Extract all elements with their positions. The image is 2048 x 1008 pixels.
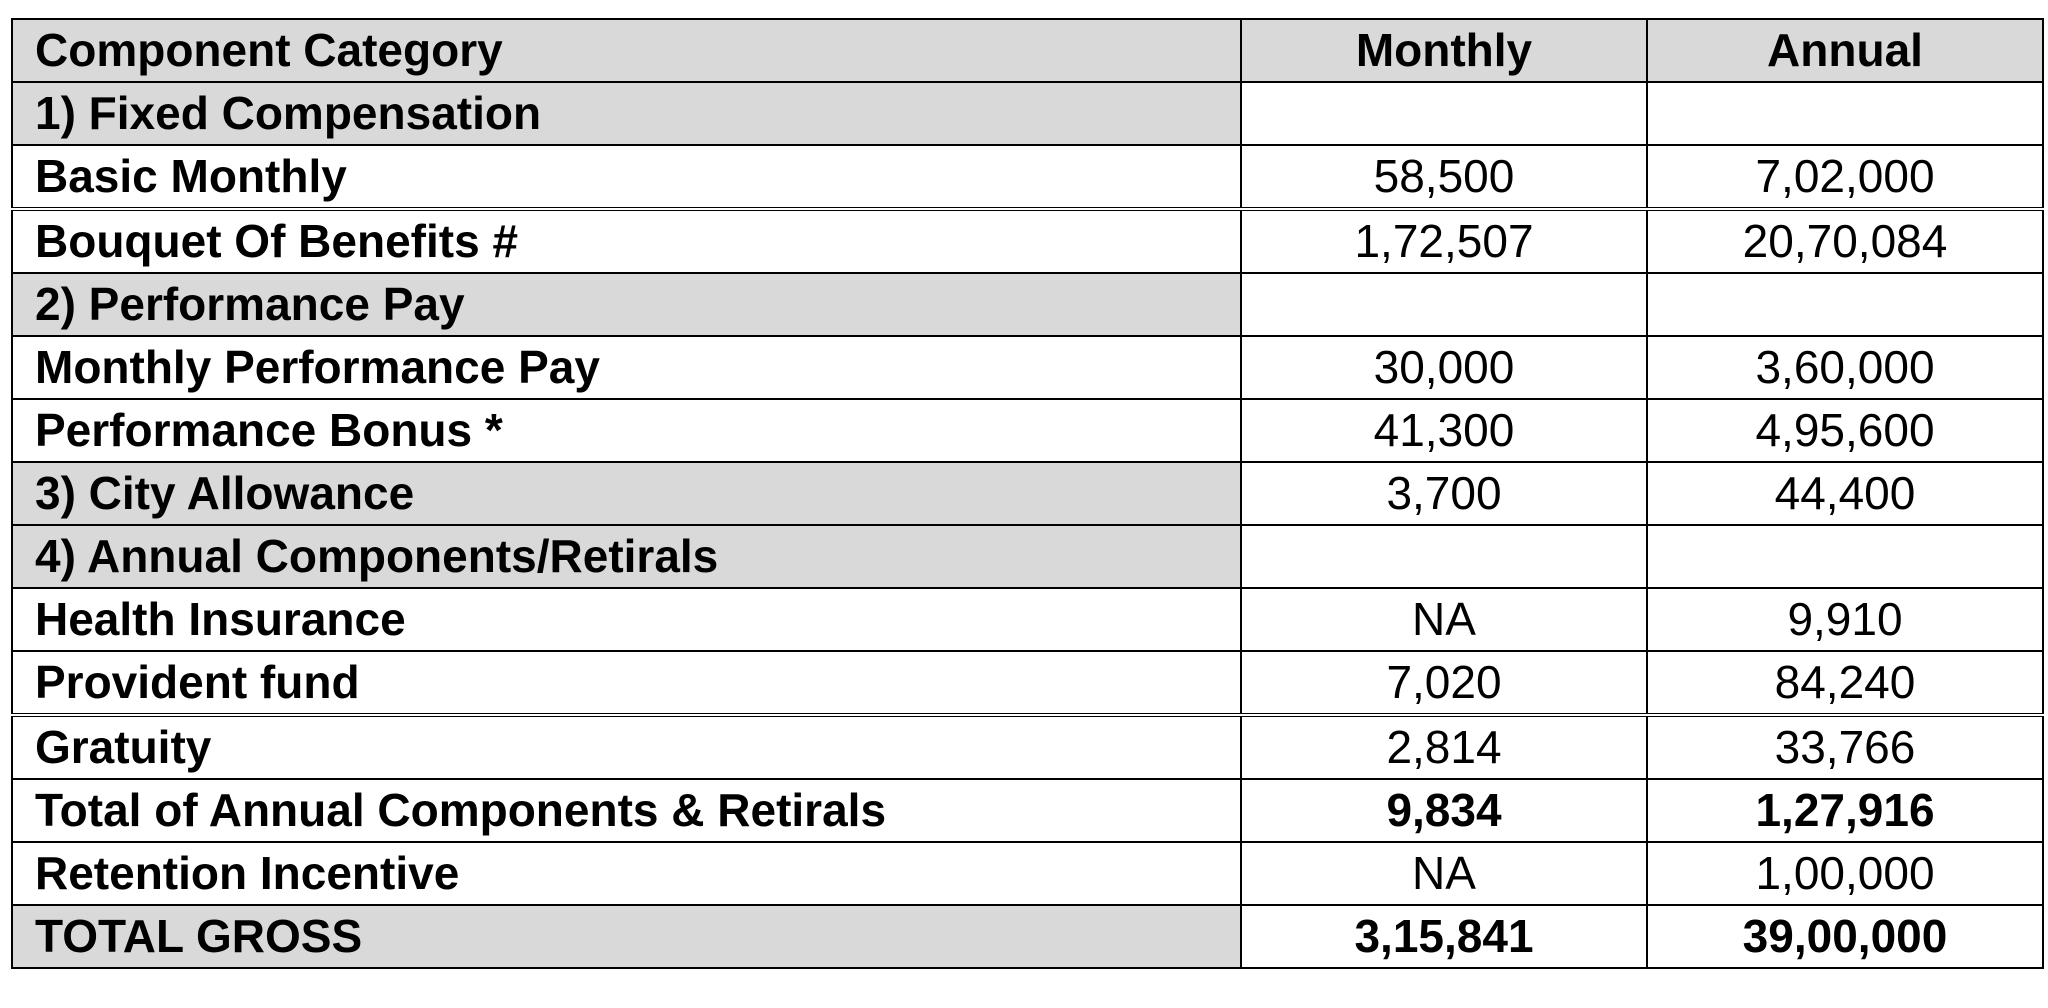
- monthly-value: [1241, 525, 1647, 588]
- row-label: TOTAL GROSS: [12, 905, 1241, 968]
- monthly-value: 58,500: [1241, 145, 1647, 209]
- annual-value: 9,910: [1647, 588, 2043, 651]
- header-annual: Annual: [1647, 19, 2043, 82]
- table-row-retention-incentive: [12, 842, 2043, 905]
- annual-value: [1647, 82, 2043, 145]
- row-label: Gratuity: [12, 715, 1241, 779]
- section-label: 3) City Allowance: [12, 462, 1241, 525]
- table-row-performance-bonus: [12, 399, 2043, 462]
- table-row-performance-pay: [12, 273, 2043, 336]
- monthly-value: 3,700: [1241, 462, 1647, 525]
- table-row-annual-components: [12, 525, 2043, 588]
- row-label: Health Insurance: [12, 588, 1241, 651]
- monthly-value: 30,000: [1241, 336, 1647, 399]
- annual-value: 20,70,084: [1647, 209, 2043, 273]
- table-row-provident-fund: [12, 651, 2043, 715]
- section-label: 2) Performance Pay: [12, 273, 1241, 336]
- annual-value: 1,00,000: [1647, 842, 2043, 905]
- row-label: Basic Monthly: [12, 145, 1241, 209]
- annual-value: 39,00,000: [1647, 905, 2043, 968]
- row-label: Bouquet Of Benefits #: [12, 209, 1241, 273]
- annual-value: 7,02,000: [1647, 145, 2043, 209]
- section-label: 4) Annual Components/Retirals: [12, 525, 1241, 588]
- header-row: [12, 19, 2043, 82]
- row-label: Retention Incentive: [12, 842, 1241, 905]
- table-row-gratuity: [12, 715, 2043, 779]
- header-monthly: Monthly: [1241, 19, 1647, 82]
- monthly-value: 7,020: [1241, 651, 1647, 715]
- annual-value: 44,400: [1647, 462, 2043, 525]
- monthly-value: 9,834: [1241, 779, 1647, 842]
- monthly-value: 41,300: [1241, 399, 1647, 462]
- section-label: 1) Fixed Compensation: [12, 82, 1241, 145]
- annual-value: 33,766: [1647, 715, 2043, 779]
- compensation-table-container: [11, 18, 2042, 969]
- annual-value: 84,240: [1647, 651, 2043, 715]
- table-row-total-annual-components: [12, 779, 2043, 842]
- table-row-fixed-compensation: [12, 82, 2043, 145]
- header-component-category: Component Category: [12, 19, 1241, 82]
- table-row-basic-monthly: [12, 145, 2043, 209]
- monthly-value: [1241, 273, 1647, 336]
- monthly-value: 1,72,507: [1241, 209, 1647, 273]
- monthly-value: 3,15,841: [1241, 905, 1647, 968]
- monthly-value: NA: [1241, 588, 1647, 651]
- row-label: Total of Annual Components & Retirals: [12, 779, 1241, 842]
- monthly-value: 2,814: [1241, 715, 1647, 779]
- row-label: Provident fund: [12, 651, 1241, 715]
- monthly-value: [1241, 82, 1647, 145]
- table-row-health-insurance: [12, 588, 2043, 651]
- table-row-total-gross: [12, 905, 2043, 968]
- table-row-bouquet-of-benefits: [12, 209, 2043, 273]
- monthly-value: NA: [1241, 842, 1647, 905]
- annual-value: [1647, 525, 2043, 588]
- table-row-monthly-performance-pay: [12, 336, 2043, 399]
- compensation-table: [11, 18, 2044, 969]
- row-label: Monthly Performance Pay: [12, 336, 1241, 399]
- annual-value: 1,27,916: [1647, 779, 2043, 842]
- row-label: Performance Bonus *: [12, 399, 1241, 462]
- annual-value: [1647, 273, 2043, 336]
- table-row-city-allowance: [12, 462, 2043, 525]
- annual-value: 3,60,000: [1647, 336, 2043, 399]
- annual-value: 4,95,600: [1647, 399, 2043, 462]
